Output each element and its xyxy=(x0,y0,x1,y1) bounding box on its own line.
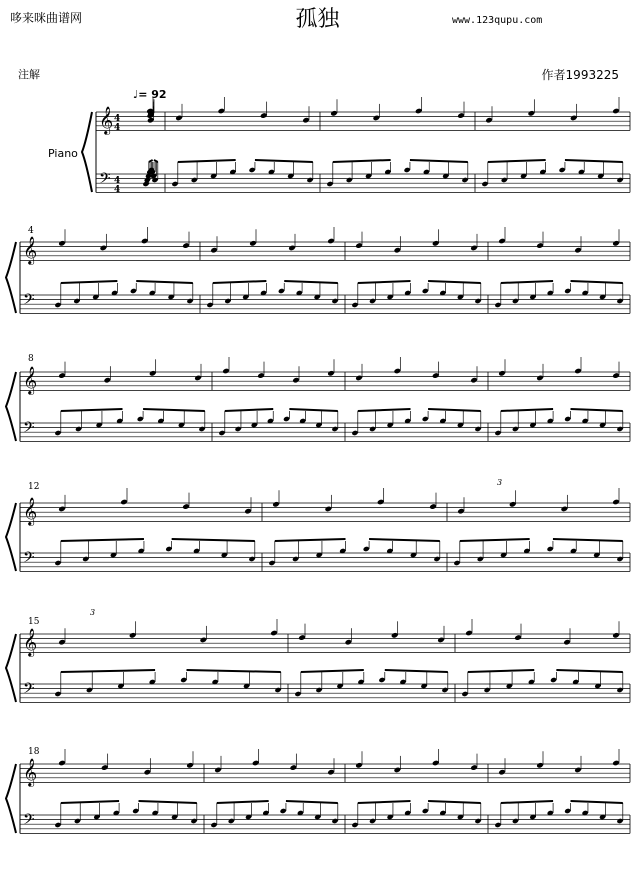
treble-clef-icon: 𝄞 xyxy=(23,236,38,264)
note-label: 注解 xyxy=(18,68,40,81)
note-beam xyxy=(410,160,468,162)
treble-clef-icon: 𝄞 xyxy=(99,106,114,134)
bass-clef-icon: 𝄢 xyxy=(23,680,35,701)
brace-icon xyxy=(6,634,16,702)
tuplet-mark: 3 xyxy=(90,608,96,617)
note-beam xyxy=(172,539,255,541)
tempo-mark: ♩= 92 xyxy=(133,88,167,101)
brace-icon xyxy=(6,372,16,441)
treble-clef-icon: 𝄞 xyxy=(23,497,38,525)
site-url: www.123qupu.com xyxy=(452,15,543,26)
note-beam xyxy=(61,281,118,283)
note-beam xyxy=(358,409,411,411)
instrument-label: Piano xyxy=(48,147,78,160)
note-beam xyxy=(225,409,273,411)
measure-number: 12 xyxy=(28,482,40,492)
bass-clef-icon: 𝄢 xyxy=(23,549,35,570)
note-beam xyxy=(468,670,534,672)
note-beam xyxy=(385,670,448,672)
note-beam xyxy=(61,539,144,541)
treble-clef-icon: 𝄞 xyxy=(23,758,38,786)
measure-number: 18 xyxy=(28,747,40,757)
page-title: 孤独 xyxy=(295,7,340,32)
bass-clef-icon: 𝄢 xyxy=(99,170,111,191)
brace-icon xyxy=(82,112,92,192)
note-beam xyxy=(139,801,197,803)
note-beam xyxy=(501,801,553,803)
note-beam xyxy=(154,160,158,162)
note-beam xyxy=(428,409,481,411)
note-beam xyxy=(289,409,337,411)
site-name: 哆来咪曲谱网 xyxy=(10,11,83,25)
note-beam xyxy=(571,281,623,283)
note-beam xyxy=(556,670,622,672)
measure-number: 4 xyxy=(28,226,34,236)
note-beam xyxy=(213,281,267,283)
measure-number: 8 xyxy=(28,354,34,364)
note-beam xyxy=(333,160,391,162)
tuplet-mark: 3 xyxy=(497,478,503,487)
bass-clef-icon: 𝄢 xyxy=(23,291,35,312)
note-beam xyxy=(217,801,269,803)
note-beam xyxy=(61,670,155,672)
note-beam xyxy=(428,281,481,283)
time-signature: 4 xyxy=(114,114,121,124)
note-beam xyxy=(571,801,623,803)
note-beam xyxy=(553,539,623,541)
note-beam xyxy=(61,801,119,803)
treble-clef-icon: 𝄞 xyxy=(23,366,38,394)
note-beam xyxy=(143,409,205,411)
note-beam xyxy=(460,539,530,541)
note-beam xyxy=(488,160,546,162)
note-beam xyxy=(428,801,481,803)
note-beam xyxy=(136,281,193,283)
note-beam xyxy=(255,160,313,162)
note-beam xyxy=(187,670,281,672)
treble-clef-icon: 𝄞 xyxy=(23,628,38,656)
bass-clef-icon: 𝄢 xyxy=(23,419,35,440)
note-beam xyxy=(358,281,411,283)
note-beam xyxy=(61,409,123,411)
note-beam xyxy=(286,801,338,803)
brace-icon xyxy=(6,503,16,571)
brace-icon xyxy=(6,764,16,833)
measure-number: 15 xyxy=(28,617,40,627)
note-beam xyxy=(178,160,236,162)
note-beam xyxy=(501,409,553,411)
author-credit: 作者1993225 xyxy=(541,68,619,82)
note-beam xyxy=(284,281,338,283)
time-signature: 4 xyxy=(114,123,121,133)
bass-clef-icon: 𝄢 xyxy=(23,811,35,832)
time-signature: 4 xyxy=(114,185,121,195)
note-beam xyxy=(275,539,346,541)
time-signature: 4 xyxy=(114,176,121,186)
note-beam xyxy=(565,160,623,162)
note-beam xyxy=(149,160,153,162)
note-beam xyxy=(369,539,440,541)
note-beam xyxy=(358,801,411,803)
brace-icon xyxy=(6,242,16,313)
note-beam xyxy=(301,670,364,672)
note-beam xyxy=(571,409,623,411)
note-beam xyxy=(501,281,553,283)
